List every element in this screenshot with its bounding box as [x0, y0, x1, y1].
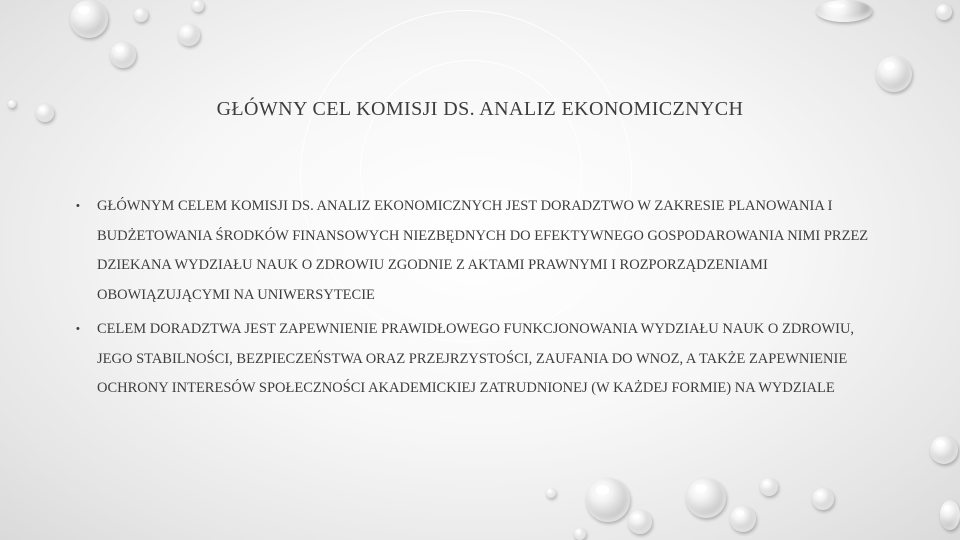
water-droplet-icon — [876, 56, 912, 92]
bullet-icon: • — [76, 200, 80, 212]
slide-title: GŁÓWNY CEL KOMISJI DS. ANALIZ EKONOMICZNYCH — [216, 98, 744, 120]
water-droplet-icon — [816, 0, 872, 22]
water-droplet-icon — [930, 436, 958, 464]
bullet-icon: • — [76, 323, 80, 335]
bullet-text: CELEM DORADZTWA JEST ZAPEWNIENIE PRAWIDŁOWEGO FUNKCJONOWANIA WYDZIAŁU NAUK O ZDROWIU, JEGO STABILNOŚCI, BEZPIECZEŃSTWA ORAZ PRZEJRZYSTOŚCI, ZAUFANIA DO WNOZ, A TAKŻE ZAPEWNIENIE OCHRONY INTERESÓW SPOŁECZNOŚCI AKADEMICKIEJ ZATRUDNIONEJ (W KAŻDEJ FORMIE) NA WYDZIALE — [97, 321, 855, 396]
water-droplet-icon — [812, 488, 834, 510]
water-droplet-icon — [178, 24, 200, 46]
water-droplet-icon — [70, 0, 108, 38]
water-droplet-icon — [936, 4, 952, 20]
water-droplet-icon — [628, 510, 652, 534]
bullet-text: GŁÓWNYM CELEM KOMISJI DS. ANALIZ EKONOMICZNYCH JEST DORADZTWO W ZAKRESIE PLANOWANIA I BUDŻETOWANIA ŚRODKÓW FINANSOWYCH NIEZBĘDNYCH DO EFEKTYWNEGO GOSPODAROWANIA NIMI PRZEZ DZIEKANA WYDZIAŁU NAUK O ZDROWIU ZGODNIE Z AKTAMI PRAWNYMI I ROZPORZĄDZENIAMI OBOWIĄZUJĄCYMI NA UNIWERSYTECIE — [97, 198, 869, 303]
water-droplet-icon — [192, 0, 204, 12]
water-droplet-icon — [134, 8, 148, 22]
water-droplet-icon — [760, 478, 778, 496]
water-droplet-icon — [546, 488, 556, 498]
water-droplet-icon — [110, 42, 136, 68]
list-item — [76, 315, 876, 404]
water-droplet-icon — [730, 506, 756, 532]
water-droplet-icon — [586, 478, 630, 522]
list-item — [76, 192, 876, 310]
water-droplet-icon — [574, 528, 586, 540]
water-droplet-icon — [686, 478, 726, 518]
water-droplet-icon — [940, 500, 960, 530]
bullet-list — [76, 192, 876, 409]
